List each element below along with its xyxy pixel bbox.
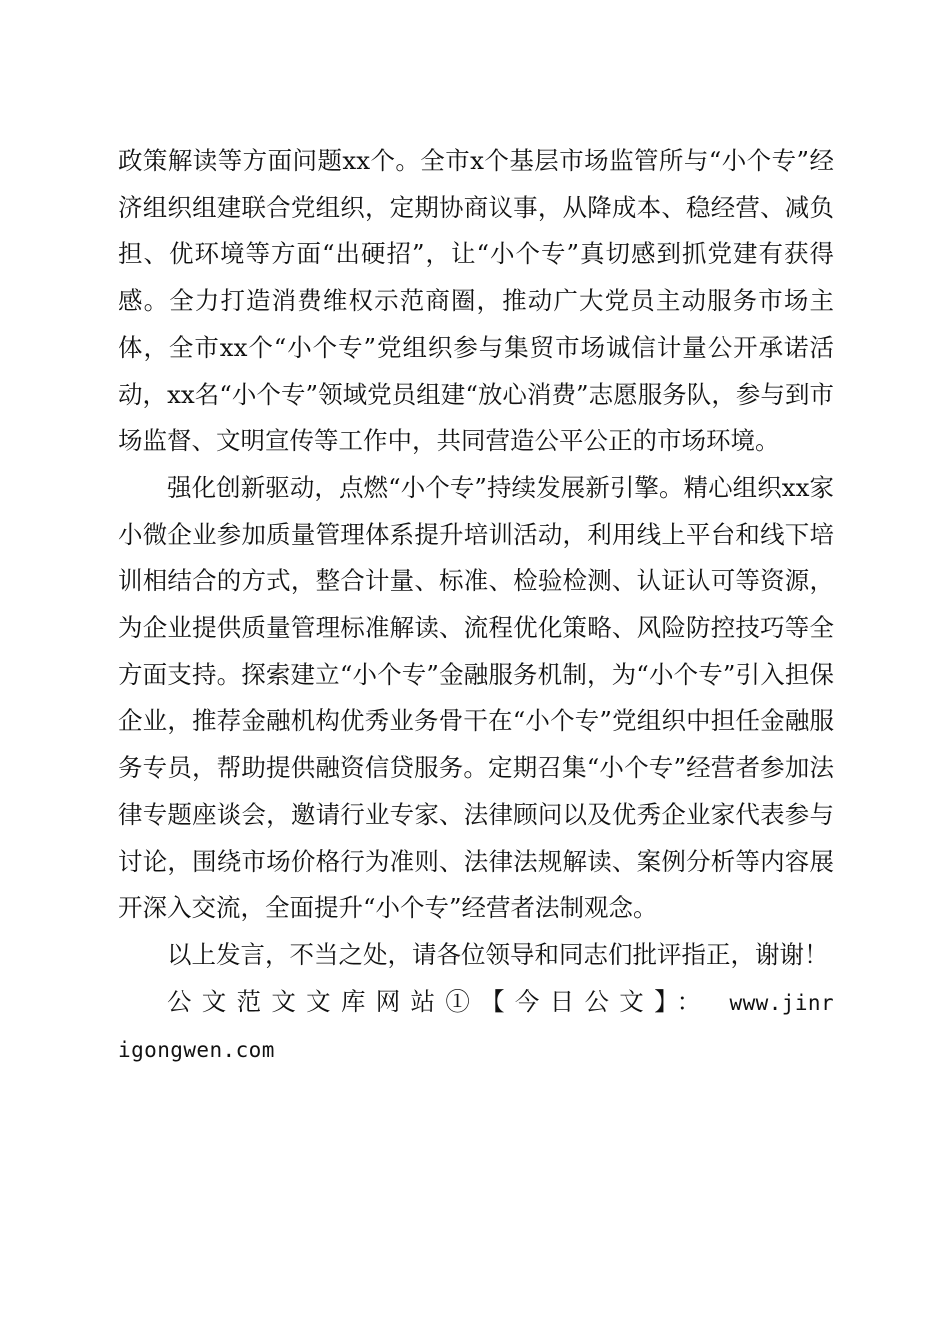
document-body [118, 138, 834, 1074]
footer-url: www.jinrigongwen.com [118, 990, 835, 1063]
paragraph-closing: 以上发言，不当之处，请各位领导和同志们批评指正，谢谢！ [167, 939, 829, 969]
paragraph-innovation: 强化创新驱动，点燃“小个专”持续发展新引擎。精心组织xx家小微企业参加质量管理体系提升培训活动，利用线上平台和线下培训相结合的方式，整合计量、标准、检验检测、认证认可等资源，为企业提供质量管理标准解读、流程优化策略、风险防控技巧等全方面支持。探索建立“小个专”金融服务机制，为“小个专”引入担保企业，推荐金融机构优秀业务骨干在“小个专”党组织中担任金融服务专员，帮助提供融资信贷服务。定期召集“小个专”经营者参加法律专题座谈会，邀请行业专家、法律顾问以及优秀企业家代表参与讨论，围绕市场价格行为准则、法律法规解读、案例分析等内容展开深入交流，全面提升“小个专”经营者法制观念。 [118, 472, 834, 923]
paragraph-continuation: 政策解读等方面问题xx个。全市x个基层市场监管所与“小个专”经济组织组建联合党组织，定期协商议事，从降成本、稳经营、减负担、优环境等方面“出硬招”，让“小个专”真切感到抓党建有获得感。全力打造消费维权示范商圈，推动广大党员主动服务市场主体，全市xx个“小个专”党组织参与集贸市场诚信计量公开承诺活动，xx名“小个专”领域党员组建“放心消费”志愿服务队，参与到市场监督、文明宣传等工作中，共同营造公平公正的市场环境。 [118, 146, 834, 456]
footer-source [118, 979, 834, 1074]
footer-label: 公文范文文库网站①【今日公文】： [167, 986, 712, 1016]
